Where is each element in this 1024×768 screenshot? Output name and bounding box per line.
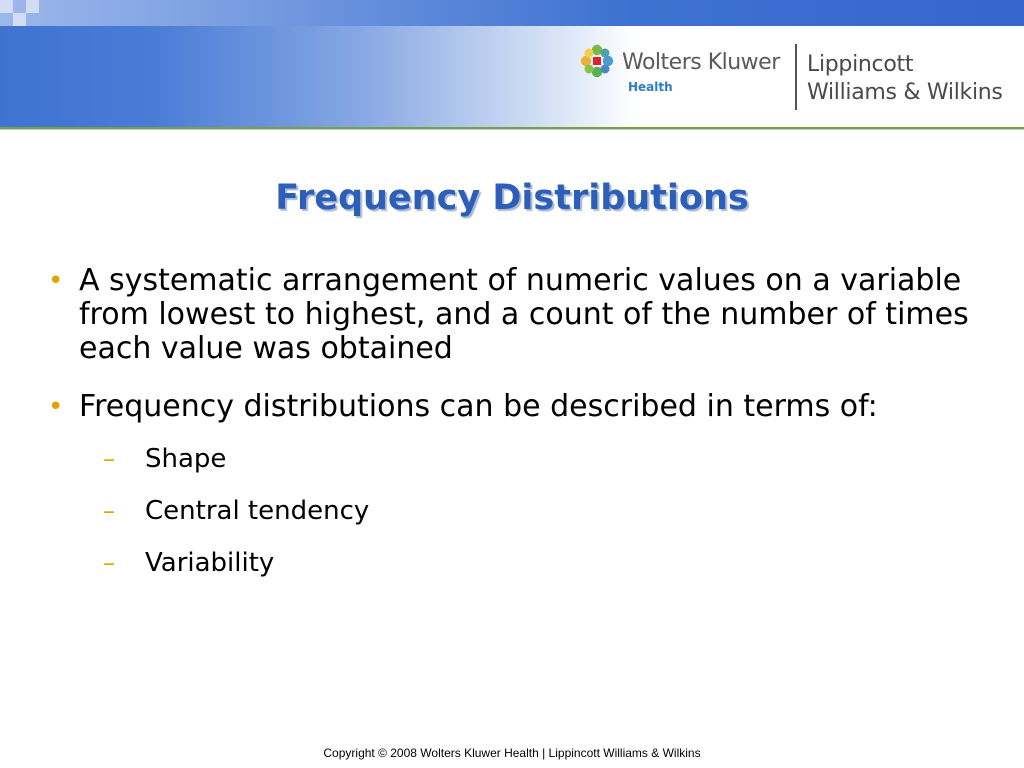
sub-bullet-item bbox=[48, 548, 1008, 578]
slide-body bbox=[48, 264, 1008, 600]
sub-bullet-item bbox=[48, 444, 1008, 474]
bullet-item bbox=[48, 264, 1008, 366]
logo-brand-line-1: Lippincott bbox=[807, 52, 914, 77]
header-divider-line-secondary bbox=[0, 129, 1024, 130]
bullet-marker-icon: • bbox=[48, 266, 64, 296]
dash-marker-icon: – bbox=[103, 497, 115, 525]
header-top-bar bbox=[0, 0, 1024, 26]
sub-bullet-item bbox=[48, 496, 1008, 526]
decorative-square bbox=[13, 13, 26, 26]
decorative-square bbox=[0, 0, 13, 13]
logo-division-name: Health bbox=[628, 80, 673, 94]
bullet-text: Frequency distributions can be described in terms of: bbox=[79, 389, 878, 424]
wolters-kluwer-logo-mark-icon bbox=[580, 44, 614, 78]
bullet-marker-icon: • bbox=[48, 392, 64, 422]
sub-bullet-list bbox=[48, 444, 1008, 578]
sub-bullet-text: Variability bbox=[145, 548, 275, 578]
dash-marker-icon: – bbox=[103, 549, 115, 577]
sub-bullet-text: Shape bbox=[145, 444, 227, 474]
company-logo bbox=[580, 44, 1020, 114]
slide-title: Frequency Distributions bbox=[275, 178, 749, 218]
logo-brand-line-2: Williams & Wilkins bbox=[807, 80, 1003, 105]
bullet-text: A systematic arrangement of numeric values on a variable from lowest to highest, and a count of the number of times each value was obtained bbox=[79, 263, 969, 366]
decorative-square bbox=[26, 0, 39, 13]
footer-copyright: Copyright © 2008 Wolters Kluwer Health | Lippincott Williams & Wilkins bbox=[323, 746, 701, 760]
logo-divider bbox=[795, 44, 797, 110]
header-band bbox=[0, 0, 1024, 127]
dash-marker-icon: – bbox=[103, 445, 115, 473]
sub-bullet-text: Central tendency bbox=[145, 496, 370, 526]
logo-company-name: Wolters Kluwer bbox=[622, 50, 780, 75]
bullet-item bbox=[48, 390, 1008, 424]
